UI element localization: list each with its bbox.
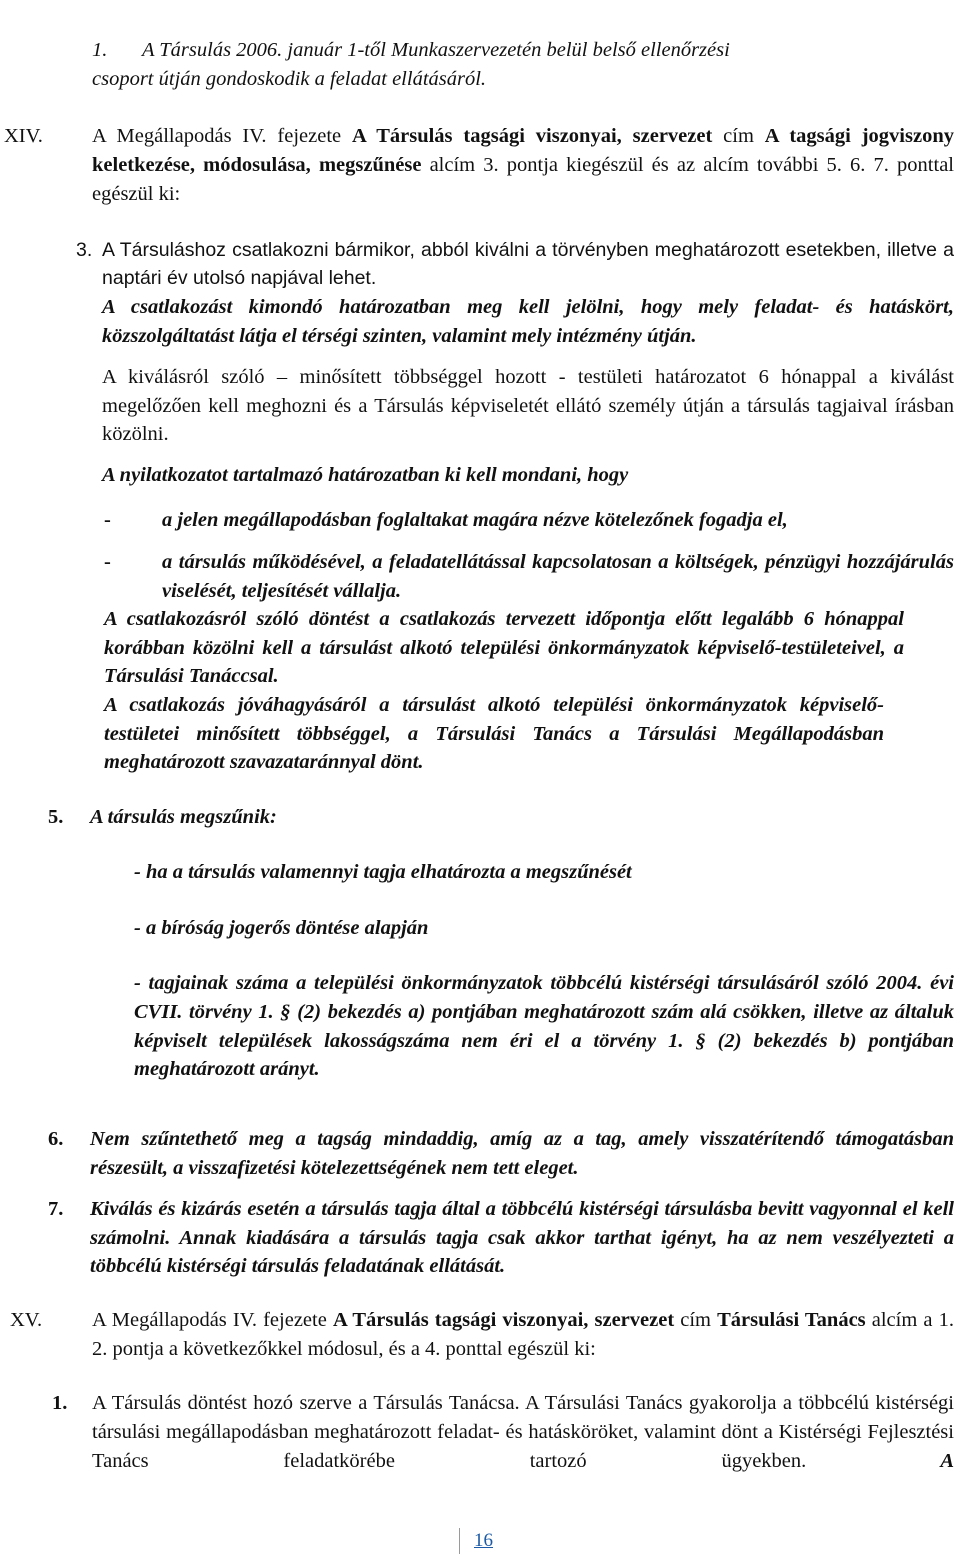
text-run: alcím a 1. 2. pontja a következőkkel módosul, és a 4. ponttal egészül ki: (92, 1309, 954, 1360)
chapter-title: A Társulás tagsági viszonyai, szervezet (352, 125, 713, 147)
bullet-item: - tagjainak száma a települési önkormányzatok többcélú kistérségi társulásáról szóló 2004. évi CVII. törvény 1. § (2) bekezdés a) pontjában meghatározott szám alá csökken, illetve az általuk képviselt települések lakosságszáma nem éri el a törvény 1. § (2) bekezdés b) pontjában meghatározott arányt. (134, 972, 954, 1081)
subchapter-title: A tagsági jogviszony keletkezése, módosulása, megszűnése (92, 125, 954, 176)
item-number: 5. (48, 806, 64, 828)
item-6-text: Nem szűntethető meg a tagság mindaddig, amíg az a tag, amely visszatérítendő támogatásban részesült, a visszafizetési kötelezettségének nem tett eleget. (90, 1128, 954, 1179)
item-number: 1. (52, 1392, 68, 1414)
item-number: 7. (48, 1198, 64, 1220)
item-number: 3. (76, 239, 93, 261)
text-run: A (806, 1450, 954, 1472)
bullet-item: - a bíróság jogerős döntése alapján (134, 917, 429, 939)
subchapter-title: Társulási Tanács (717, 1309, 866, 1331)
item-3-bold-text: A csatlakozást kimondó határozatban meg kell jelölni, hogy mely feladat- és hatáskört, közszolgáltatást látja el térségi szinten, valamint mely intézmény útján. (102, 296, 954, 347)
item-3-joining-text: A csatlakozásról szóló döntést a csatlakozás tervezett időpontja előtt legalább 6 hónappal korábban közölni kell a társulást alkotó települési önkormányzatok képviselő-testületeivel, a Társulási Tanáccsal. (104, 608, 904, 687)
item-number: 6. (48, 1128, 64, 1150)
chapter-title: A Társulás tagsági viszonyai, szervezet (332, 1309, 675, 1331)
footer-divider (459, 1528, 460, 1554)
text-run: A Társulás döntést hozó szerve a Társulás Tanácsa. A Társulási Tanács gyakorolja a többcélú kistérségi társulási megállapodásban meghatározott feladat- és hatásköröket, valamint dönt a Kistérségi Fejlesztési Tanács feladatkörébe tartozó ügyekben. (92, 1392, 954, 1472)
section-13-item-1 (92, 36, 954, 93)
text-run: A Megállapodás IV. fejezete (92, 1309, 333, 1331)
section-15-item-1 (92, 1389, 954, 1476)
text-run: cím (712, 125, 765, 147)
text-run: alcím 3. pontja kiegészül és az alcím további 5. 6. 7. ponttal egészül ki: (92, 154, 954, 205)
bullet-item: - ha a társulás valamennyi tagja elhatározta a megszűnését (134, 861, 632, 883)
bullet-item: a társulás működésével, a feladatellátással kapcsolatosan a költségek, pénzügyi hozzájárulás viselését, teljesítését vállalja. (162, 551, 954, 602)
item-number: 1. (92, 39, 108, 61)
bullet-dash: - (104, 551, 111, 573)
section-14-intro (92, 122, 954, 209)
item-3-exit-text: A kiválásról szóló – minősített többséggel hozott - testületi határozatot 6 hónappal a kiválást megelőzően kell meghozni és a Társulás képviseletét ellátó személy útján a társulás tagjaival írásban közölni. (102, 366, 954, 445)
item-3-declaration-text: A nyilatkozatot tartalmazó határozatban ki kell mondani, hogy (102, 464, 629, 486)
item-5-heading: A társulás megszűnik: (90, 806, 277, 828)
item-text-line: A Társulás 2006. január 1-től Munkaszervezetén belül belső ellenőrzési (142, 39, 730, 61)
bullet-item: a jelen megállapodásban foglaltakat magára nézve kötelezőnek fogadja el, (162, 509, 788, 531)
section-number: XV. (10, 1309, 43, 1331)
section-number: XIV. (4, 125, 43, 147)
text-run: cím (674, 1309, 718, 1331)
item-text-line: csoport útján gondoskodik a feladat ellátásáról. (92, 67, 487, 90)
item-3-text: A Társuláshoz csatlakozni bármikor, abból kiválni a törvényben meghatározott esetekben, illetve a naptári év utolsó napjával lehet. (102, 239, 954, 289)
page-number: 16 (474, 1530, 493, 1551)
item-3-approval-text: A csatlakozás jóváhagyásáról a társulást alkotó települési önkormányzatok képviselő-testületei minősített többséggel, a Társulási Tanács a Társulási Megállapodásban meghatározott szavazataránnyal dönt. (104, 694, 884, 773)
text-run: A Megállapodás IV. fejezete (92, 125, 353, 147)
item-7-text: Kiválás és kizárás esetén a társulás tagja által a többcélú kistérségi társulásba bevitt vagyonnal el kell számolni. Annak kiadására a társulás tagja csak akkor tarthat igényt, ha az nem veszélyezteti a többcélú kistérségi társulás feladatának ellátását. (90, 1198, 954, 1277)
section-15-intro (92, 1306, 954, 1363)
bullet-dash: - (104, 509, 111, 531)
